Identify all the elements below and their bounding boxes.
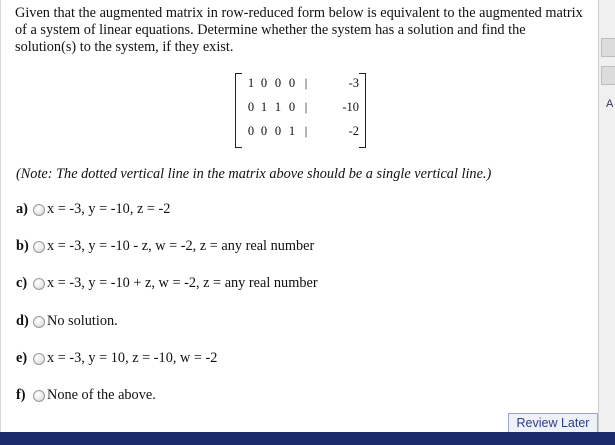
choice-letter: a) [16, 201, 28, 217]
matrix-divider: | [304, 124, 308, 138]
matrix-rhs-cell: -10 [342, 100, 359, 114]
matrix-cell: 0 [274, 76, 282, 90]
matrix-cell: 0 [247, 100, 255, 114]
side-panel-strip [598, 0, 615, 432]
question-text: Given that the augmented matrix in row-reduced form below is equivalent to the augmented matrix of a system of linear equations. Determine whether the system has a solution and find the solution(s) to the system, if they exist. [15, 5, 583, 55]
matrix-row [235, 73, 366, 97]
choice-text: None of the above. [47, 387, 156, 403]
matrix-cell: 0 [274, 124, 282, 138]
choice-letter: b) [16, 238, 29, 254]
radio-button-e[interactable] [33, 353, 45, 365]
matrix-rhs-cell: -2 [348, 124, 359, 138]
matrix-divider: | [304, 76, 308, 90]
matrix-cell: 1 [247, 76, 255, 90]
radio-button-c[interactable] [33, 278, 45, 290]
matrix-divider: | [304, 100, 308, 114]
radio-button-f[interactable] [33, 390, 45, 402]
matrix-cell: 0 [247, 124, 255, 138]
matrix-cell: 0 [260, 124, 268, 138]
choice-text: No solution. [47, 313, 118, 329]
matrix-cell: 0 [288, 100, 296, 114]
choice-text: x = -3, y = -10 - z, w = -2, z = any real number [47, 238, 315, 254]
matrix-rhs-cell: -3 [348, 76, 359, 90]
matrix-cell: 0 [288, 76, 296, 90]
radio-button-a[interactable] [33, 204, 45, 216]
side-panel-letter: A [606, 98, 614, 110]
choice-letter: e) [16, 350, 28, 366]
choice-letter: c) [16, 275, 28, 291]
bottom-bar [0, 432, 615, 445]
choice-letter: d) [16, 313, 29, 329]
matrix-cell: 1 [260, 100, 268, 114]
matrix-cell: 0 [260, 76, 268, 90]
radio-button-b[interactable] [33, 241, 45, 253]
choice-text: x = -3, y = 10, z = -10, w = -2 [47, 350, 218, 366]
matrix-cell: 1 [288, 124, 296, 138]
matrix-note: (Note: The dotted vertical line in the matrix above should be a single vertical line.) [16, 166, 492, 182]
review-later-button[interactable]: Review Later [508, 413, 598, 433]
matrix-row [235, 121, 366, 145]
radio-button-d[interactable] [33, 316, 45, 328]
matrix-cell: 1 [274, 100, 282, 114]
choice-text: x = -3, y = -10 + z, w = -2, z = any real number [47, 275, 318, 291]
augmented-matrix [235, 73, 366, 146]
side-tab[interactable] [601, 66, 615, 85]
choice-letter: f) [16, 387, 26, 403]
side-tab[interactable] [601, 38, 615, 57]
matrix-row [235, 97, 366, 121]
choice-text: x = -3, y = -10, z = -2 [47, 201, 171, 217]
